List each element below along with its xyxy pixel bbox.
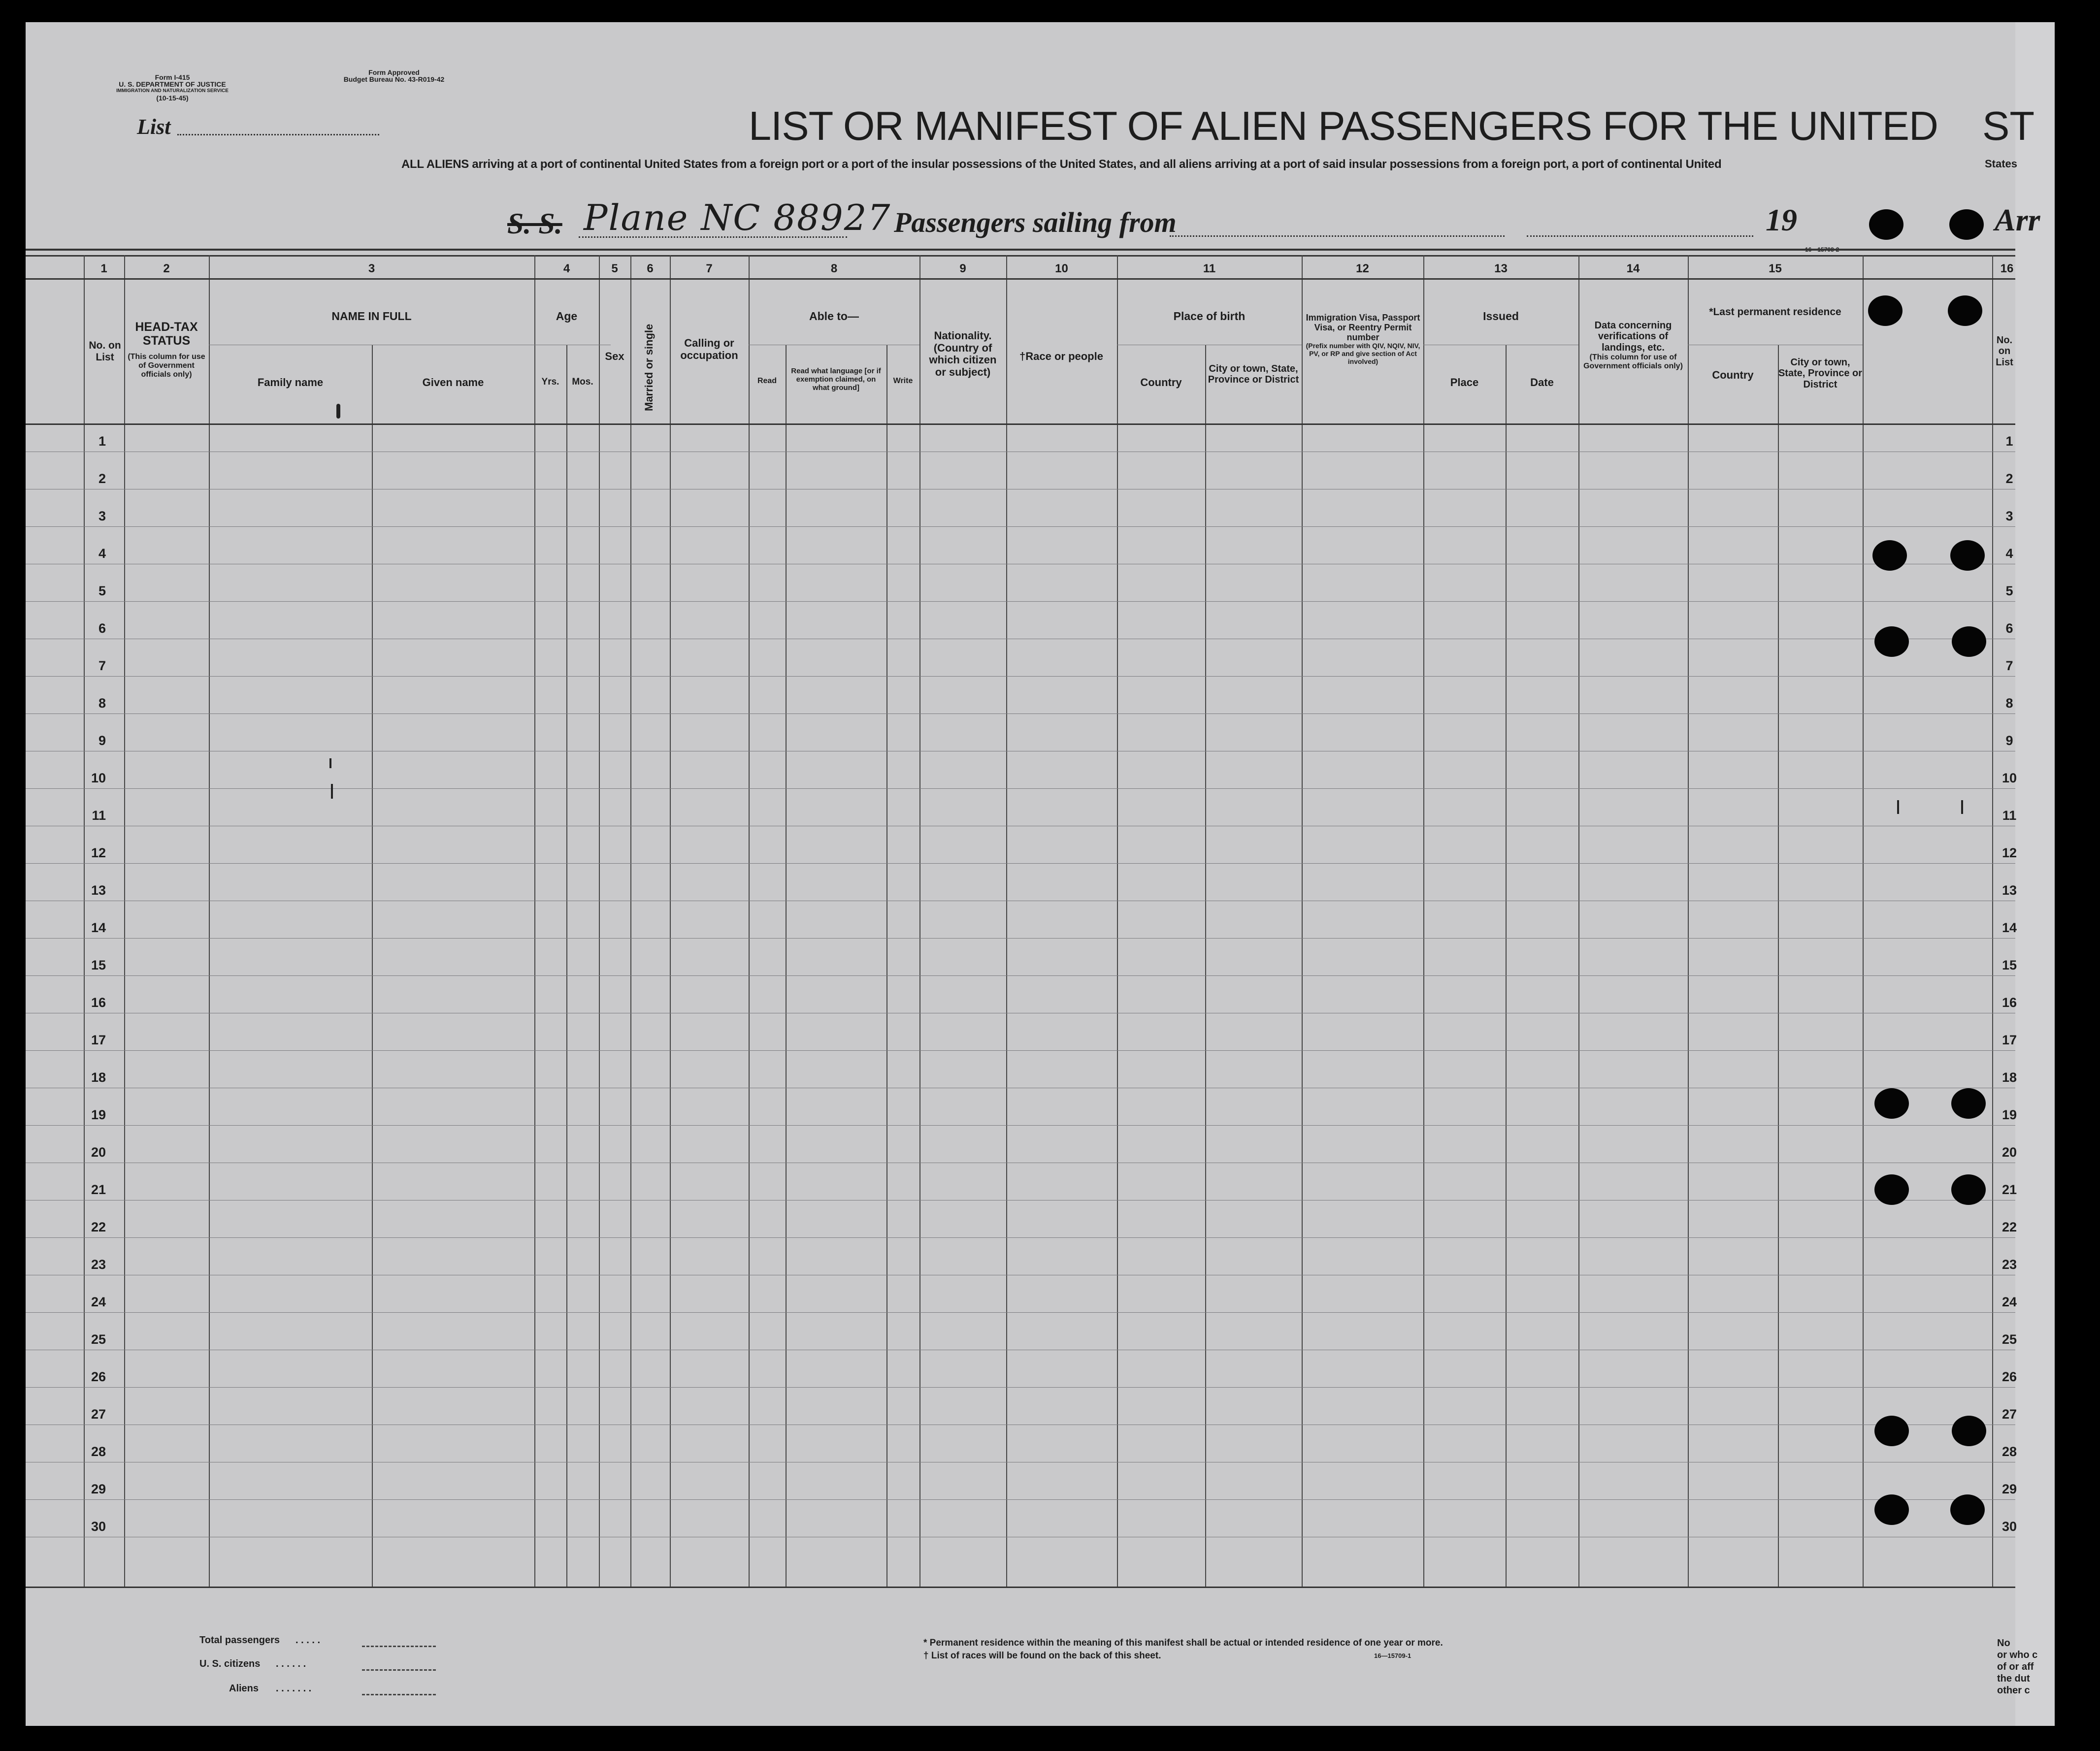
cut-text-line: or who c	[1997, 1650, 2038, 1660]
row-number: 21	[91, 1182, 106, 1197]
col-divider	[786, 345, 787, 1587]
header-sex: Sex	[605, 350, 624, 362]
row-number: 26	[91, 1369, 106, 1384]
header-birth-city: City or town, State, Province or District	[1208, 363, 1299, 386]
col-divider	[566, 345, 567, 1587]
row-line	[26, 713, 2015, 714]
col-number: 7	[706, 262, 713, 275]
total-passengers-label: Total passengers	[199, 1635, 280, 1646]
header-able-to: Able to—	[809, 310, 859, 323]
header-place-of-birth: Place of birth	[1173, 310, 1246, 323]
binding-hole	[1874, 1494, 1909, 1525]
row-number-right: 30	[2002, 1519, 2017, 1534]
row-number-right: 24	[2002, 1295, 2017, 1309]
binding-hole	[1868, 295, 1903, 326]
row-number: 15	[91, 958, 106, 973]
col-number: 1	[100, 262, 107, 275]
header-family-name: Family name	[257, 376, 324, 389]
row-number: 6	[98, 621, 106, 636]
row-line	[26, 526, 2015, 527]
table-top-border-inner	[26, 255, 2015, 257]
header-issued: Issued	[1483, 310, 1519, 323]
col-number: 5	[611, 262, 618, 275]
col-number: 2	[163, 262, 170, 275]
row-number: 28	[91, 1444, 106, 1459]
col-divider	[886, 345, 887, 1587]
row-line	[26, 601, 2015, 602]
row-number: 3	[98, 509, 106, 523]
us-citizens-dots: . . . . . .	[276, 1658, 306, 1669]
header-race-or-people: †Race or people	[1019, 350, 1103, 362]
row-line	[26, 1125, 2015, 1126]
row-number: 19	[91, 1107, 106, 1122]
aliens-dots: . . . . . . .	[276, 1683, 312, 1694]
row-number-right: 5	[2005, 584, 2013, 598]
row-line	[26, 676, 2015, 677]
form-number: Form I-415	[155, 73, 190, 81]
head-tax-label: HEAD-TAX STATUS	[135, 320, 198, 348]
sailing-date-field	[1527, 235, 1753, 237]
row-number-right: 13	[2002, 883, 2017, 898]
binding-hole	[1951, 1174, 1986, 1205]
row-number-right: 9	[2005, 733, 2013, 748]
binding-hole	[1951, 1088, 1986, 1119]
manifest-title-continuation: ST	[1982, 103, 2035, 149]
total-passengers-field	[362, 1646, 436, 1647]
approval-label: Form Approved	[368, 68, 420, 76]
ss-label: S. S.	[507, 207, 562, 240]
row-number-right: 2	[2005, 471, 2013, 486]
col-number: 8	[830, 262, 838, 275]
header-read-language: Read what language [or if exemption claimed, on what ground]	[791, 367, 881, 392]
arriving-label-cut: Arr	[1995, 202, 2040, 237]
footnote-race-list: † List of races will be found on the back of this sheet.	[923, 1651, 1161, 1661]
header-head-tax-status	[126, 320, 207, 379]
row-number-right: 10	[2002, 771, 2017, 785]
row-number-right: 14	[2002, 920, 2017, 935]
row-line	[26, 1387, 2015, 1388]
row-number-right: 19	[2002, 1107, 2017, 1122]
cut-text-line: No	[1997, 1638, 2010, 1649]
row-number-right: 18	[2002, 1070, 2017, 1085]
colnum-divider	[26, 278, 2015, 280]
col-number: 12	[1356, 262, 1369, 275]
table-bottom-border	[26, 1587, 2015, 1588]
service-name: IMMIGRATION AND NATURALIZATION SERVICE	[116, 88, 229, 94]
row-line	[26, 1050, 2015, 1051]
cut-footer-text	[1997, 1637, 2037, 1696]
ink-speck	[1961, 800, 1963, 814]
binding-hole	[1952, 626, 1986, 657]
col-number: 13	[1494, 262, 1508, 275]
row-number-right: 27	[2002, 1407, 2017, 1422]
aliens-field	[362, 1694, 436, 1695]
list-label: List	[137, 115, 171, 139]
ink-speck	[331, 784, 333, 799]
row-number-right: 17	[2002, 1033, 2017, 1047]
binding-hole	[1874, 626, 1909, 657]
row-number-right: 25	[2002, 1332, 2017, 1347]
row-number: 4	[98, 546, 106, 561]
department-name: U. S. DEPARTMENT OF JUSTICE	[119, 80, 226, 88]
header-calling-occupation: Calling or occupation	[680, 337, 738, 361]
header-age-years: Yrs.	[541, 377, 559, 387]
row-number: 24	[91, 1295, 106, 1309]
row-number-right: 28	[2002, 1444, 2017, 1459]
binding-hole	[1874, 1416, 1909, 1446]
total-passengers-dots: . . . . .	[295, 1635, 321, 1646]
col-divider	[1205, 345, 1206, 1587]
col-number: 14	[1626, 262, 1640, 275]
head-tax-note: (This column for use of Government officials only)	[128, 353, 205, 379]
header-visa	[1305, 313, 1421, 365]
col-number: 10	[1055, 262, 1068, 275]
binding-hole	[1950, 540, 1985, 571]
header-last-residence: *Last permanent residence	[1709, 306, 1841, 318]
header-verification	[1581, 320, 1685, 371]
binding-hole	[1948, 295, 1982, 326]
row-number: 14	[91, 920, 106, 935]
row-number-right: 29	[2002, 1482, 2017, 1496]
ink-speck	[329, 758, 331, 768]
header-name-in-full: NAME IN FULL	[331, 310, 412, 323]
row-line	[26, 788, 2015, 789]
form-date-code: (10-15-45)	[156, 94, 189, 102]
row-number: 27	[91, 1407, 106, 1422]
col-divider	[372, 345, 373, 1587]
row-number: 20	[91, 1145, 106, 1160]
row-number: 18	[91, 1070, 106, 1085]
binding-hole	[1874, 1174, 1909, 1205]
vessel-field-line	[579, 236, 847, 238]
header-write: Write	[893, 377, 913, 385]
header-read: Read	[757, 377, 777, 385]
row-number: 9	[98, 733, 106, 748]
col-divider	[1506, 345, 1507, 1587]
col-number: 11	[1203, 262, 1216, 275]
budget-number: Budget Bureau No. 43-R019-42	[343, 75, 445, 83]
header-residence-city: City or town, State, Province or District	[1778, 357, 1863, 390]
form-identification	[113, 74, 231, 101]
row-number: 11	[92, 808, 106, 823]
col-number: 4	[563, 262, 570, 275]
row-number-right: 8	[2005, 696, 2013, 711]
row-number-right: 16	[2002, 995, 2017, 1010]
manifest-title: LIST OR MANIFEST OF ALIEN PASSENGERS FOR THE UNITED	[749, 103, 1938, 149]
row-number-right: 1	[2005, 434, 2013, 449]
list-number-field	[177, 134, 379, 135]
header-birth-country: Country	[1140, 376, 1182, 389]
header-issued-date: Date	[1530, 376, 1554, 389]
col-number: 6	[647, 262, 654, 275]
visa-label: Immigration Visa, Passport Visa, or Reentry Permit number	[1306, 313, 1420, 343]
header-no-on-list-right: No. on List	[1996, 335, 2013, 368]
binding-hole	[1872, 540, 1907, 571]
col-number: 15	[1769, 262, 1782, 275]
budget-approval	[320, 69, 468, 83]
top-form-code: 16—15708-2	[1805, 246, 1839, 253]
row-line	[26, 1312, 2015, 1313]
footer-form-code: 16—15709-1	[1374, 1652, 1411, 1659]
cut-text-line: other c	[1997, 1685, 2030, 1696]
row-number: 10	[91, 771, 106, 785]
col-number: 3	[368, 262, 375, 275]
manifest-subtitle: ALL ALIENS arriving at a port of continental United States from a foreign port or a port of the insular possessions of the United States, and all aliens arriving at a port of said insular possessions from a foreign port, a port of continental United	[401, 158, 1722, 171]
row-number: 23	[91, 1257, 106, 1272]
header-no-on-list: No. on List	[89, 340, 121, 363]
row-number-right: 21	[2002, 1182, 2017, 1197]
ink-speck	[336, 404, 340, 419]
row-number: 22	[91, 1220, 106, 1234]
row-line	[26, 975, 2015, 976]
header-residence-country: Country	[1712, 369, 1754, 381]
verification-note: (This column for use of Government officials only)	[1583, 353, 1683, 371]
row-number-right: 3	[2005, 509, 2013, 523]
us-citizens-field	[362, 1669, 436, 1671]
row-number: 12	[91, 845, 106, 860]
sailing-from-label: Passengers sailing from	[894, 206, 1177, 238]
visa-note: (Prefix number with QIV, NQIV, NIV, PV, or RP and give section of Act involved)	[1306, 342, 1420, 365]
header-given-name: Given name	[422, 376, 484, 389]
footnote-permanent-residence: * Permanent residence within the meaning of this manifest shall be actual or intended residence of one year or more.	[923, 1638, 1443, 1648]
row-number-right: 26	[2002, 1369, 2017, 1384]
row-line	[26, 1237, 2015, 1238]
row-number: 16	[91, 995, 106, 1010]
binding-hole	[1952, 1416, 1986, 1446]
row-number-right: 15	[2002, 958, 2017, 973]
ink-speck	[1897, 800, 1899, 814]
vessel-handwritten: Plane NC 88927	[584, 197, 891, 238]
row-number-right: 7	[2005, 658, 2013, 673]
header-age-months: Mos.	[572, 377, 593, 387]
table-top-border	[26, 249, 2015, 251]
row-line	[26, 1499, 2015, 1500]
row-number: 5	[98, 584, 106, 598]
header-issued-place: Place	[1450, 376, 1479, 389]
row-line	[26, 863, 2015, 864]
sailing-port-field	[1170, 235, 1505, 237]
col-number: 9	[959, 262, 966, 275]
col-number: 16	[2000, 262, 2014, 275]
row-number: 7	[98, 658, 106, 673]
cut-text-line: the dut	[1997, 1673, 2030, 1684]
row-number-right: 23	[2002, 1257, 2017, 1272]
row-number: 25	[91, 1332, 106, 1347]
row-number: 2	[98, 471, 106, 486]
binding-hole	[1874, 1088, 1909, 1119]
row-number-right: 11	[2002, 808, 2017, 823]
aliens-label: Aliens	[229, 1683, 259, 1694]
binding-hole	[1949, 209, 1984, 240]
year-prefix: 19	[1766, 202, 1797, 237]
binding-hole	[1869, 209, 1903, 240]
row-number-right: 6	[2005, 621, 2013, 636]
row-number: 1	[98, 434, 106, 449]
row-number-right: 22	[2002, 1220, 2017, 1234]
row-number: 8	[98, 696, 106, 711]
manifest-subtitle-continuation: States	[1985, 158, 2018, 170]
row-number: 29	[91, 1482, 106, 1496]
row-number: 13	[91, 883, 106, 898]
row-number: 30	[91, 1519, 106, 1534]
cut-text-line: of or aff	[1997, 1661, 2034, 1672]
row-number-right: 12	[2002, 845, 2017, 860]
row-number-right: 4	[2005, 546, 2013, 561]
verification-label: Data concerning verifications of landings, etc.	[1594, 320, 1672, 353]
col-divider	[1778, 345, 1779, 1587]
header-age: Age	[556, 310, 578, 323]
binding-hole	[1950, 1494, 1985, 1525]
header-married-or-single: Married or single	[643, 324, 655, 411]
adjacent-sheet-edge	[2015, 22, 2055, 1726]
row-number: 17	[91, 1033, 106, 1047]
row-line	[26, 938, 2015, 939]
header-nationality: Nationality. (Country of which citizen or subject)	[929, 329, 997, 378]
row-number-right: 20	[2002, 1145, 2017, 1160]
header-bottom-border	[26, 423, 2015, 425]
us-citizens-label: U. S. citizens	[199, 1658, 261, 1669]
